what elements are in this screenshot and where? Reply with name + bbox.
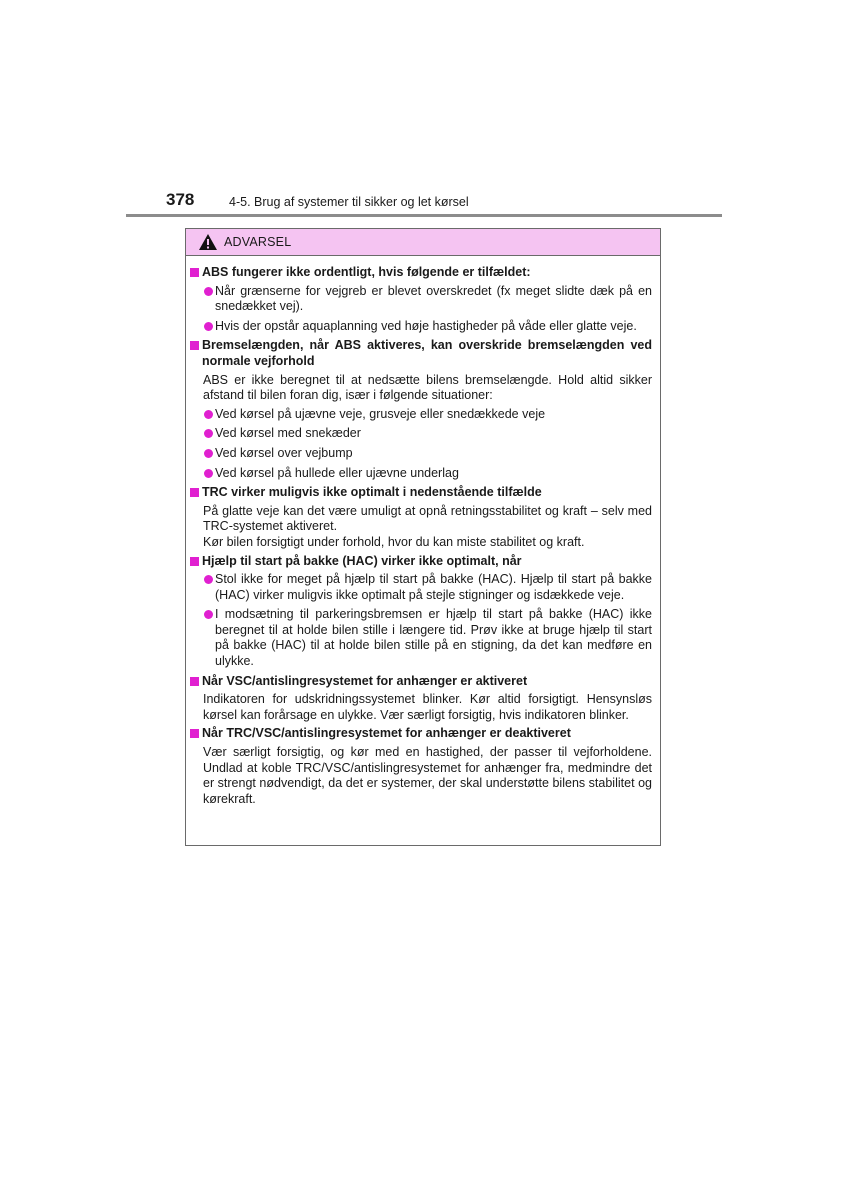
heading-text: Når TRC/VSC/antislingresystemet for anhænger er deaktiveret bbox=[202, 726, 571, 741]
bullet-text: Når grænserne for vejgreb er blevet overskredet (fx meget slidte dæk på en snedækket vej). bbox=[215, 283, 652, 314]
list-item bbox=[190, 466, 652, 482]
circle-bullet-icon bbox=[204, 410, 213, 419]
heading-text: ABS fungerer ikke ordentligt, hvis følgende er tilfældet: bbox=[202, 265, 531, 279]
heading-text: Hjælp til start på bakke (HAC) virker ikke optimalt, når bbox=[202, 553, 522, 568]
bullet-text: Stol ikke for meget på hjælp til start på bakke (HAC). Hjælp til start på bakke (HAC) virker muligvis ikke optimalt på stejle stigninger og isdækkede veje. bbox=[215, 572, 652, 602]
circle-bullet-icon bbox=[204, 287, 213, 296]
list-item bbox=[190, 319, 652, 335]
bullet-text: I modsætning til parkeringsbremsen er hjælp til start på bakke (HAC) ikke beregnet til at holde bilen stille i længere tid. Prøv ikke at bruge hjælp til start på bakke (HAC) til at holde bilen stille på en stigning, da det kan medføre en ulykke. bbox=[215, 607, 652, 669]
paragraph: På glatte veje kan det være umuligt at opnå retningsstabilitet og kraft – selv med TRC-systemet aktiveret. bbox=[203, 503, 652, 534]
heading-text: Når VSC/antislingresystemet for anhænger er aktiveret bbox=[202, 673, 528, 688]
page-number: 378 bbox=[166, 190, 195, 209]
square-bullet-icon bbox=[190, 557, 199, 566]
circle-bullet-icon bbox=[204, 610, 213, 619]
section-heading bbox=[190, 485, 652, 501]
circle-bullet-icon bbox=[204, 469, 213, 478]
section-heading bbox=[190, 338, 652, 369]
heading-text: TRC virker muligvis ikke optimalt i nedenstående tilfælde bbox=[202, 485, 542, 500]
section-heading bbox=[190, 265, 652, 281]
paragraph: ABS er ikke beregnet til at nedsætte bilens bremselængde. Hold altid sikker afstand til bilen foran dig, især i følgende situationer: bbox=[203, 372, 652, 403]
bullet-text: Ved kørsel med snekæder bbox=[215, 426, 361, 441]
section-title: 4-5. Brug af systemer til sikker og let kørsel bbox=[229, 195, 469, 209]
circle-bullet-icon bbox=[204, 429, 213, 438]
bullet-text: Ved kørsel på hullede eller ujævne underlag bbox=[215, 465, 459, 480]
paragraph: Vær særligt forsigtig, og kør med en hastighed, der passer til vejforholdene. Undlad at koble TRC/VSC/antislingresystemet for anhænger fra, medmindre det er strengt nødvendigt, da det er systemer, der skal understøtte bilens stabilitet og kørekraft. bbox=[203, 745, 652, 806]
paragraph: Indikatoren for udskridningssystemet blinker. Kør altid forsigtigt. Hensynsløs kørsel kan forårsage en ulykke. Vær særligt forsigtig, hvis indikatoren blinker. bbox=[203, 692, 652, 722]
header-divider bbox=[126, 214, 722, 217]
list-item bbox=[190, 572, 652, 603]
warning-triangle-icon bbox=[198, 233, 218, 251]
warning-header bbox=[186, 229, 660, 256]
square-bullet-icon bbox=[190, 341, 199, 350]
bullet-text: Hvis der opstår aquaplanning ved høje hastigheder på våde eller glatte veje. bbox=[215, 318, 637, 333]
list-item bbox=[190, 407, 652, 423]
square-bullet-icon bbox=[190, 488, 199, 497]
warning-title: ADVARSEL bbox=[224, 235, 292, 249]
list-item bbox=[190, 284, 652, 315]
heading-text: Bremselængden, når ABS aktiveres, kan overskride bremselængden ved normale vejforhold bbox=[202, 338, 652, 368]
section-heading bbox=[190, 554, 652, 570]
square-bullet-icon bbox=[190, 268, 199, 277]
square-bullet-icon bbox=[190, 677, 199, 686]
page-header bbox=[126, 188, 722, 214]
warning-box bbox=[185, 228, 661, 846]
list-item bbox=[190, 446, 652, 462]
square-bullet-icon bbox=[190, 729, 199, 738]
section-heading bbox=[190, 674, 652, 690]
bullet-text: Ved kørsel over vejbump bbox=[215, 445, 353, 460]
warning-content bbox=[186, 256, 660, 807]
paragraph: Kør bilen forsigtigt under forhold, hvor du kan miste stabilitet og kraft. bbox=[203, 534, 585, 549]
circle-bullet-icon bbox=[204, 449, 213, 458]
list-item bbox=[190, 607, 652, 669]
circle-bullet-icon bbox=[204, 575, 213, 584]
section-heading bbox=[190, 726, 652, 742]
bullet-text: Ved kørsel på ujævne veje, grusveje eller snedækkede veje bbox=[215, 406, 546, 421]
circle-bullet-icon bbox=[204, 322, 213, 331]
list-item bbox=[190, 426, 652, 442]
